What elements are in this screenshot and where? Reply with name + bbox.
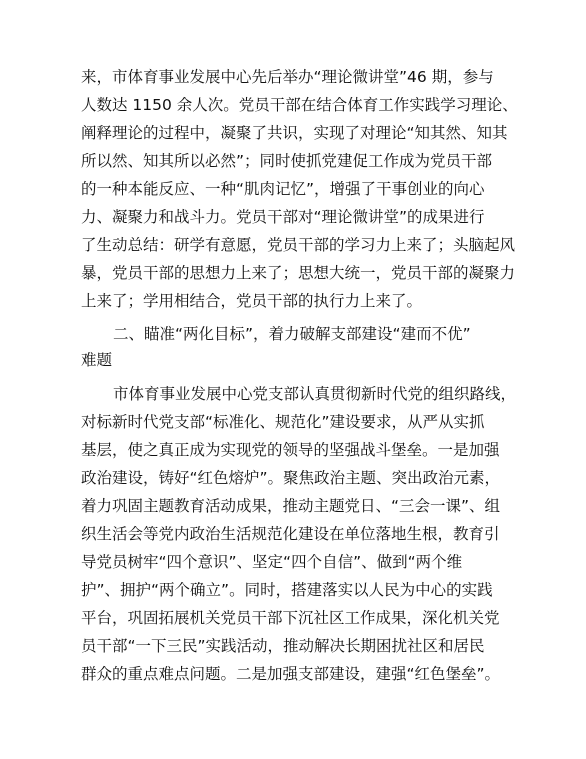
- paragraph-2-line-9: 平台，巩固拓展机关党员干部下沉社区工作成果，深化机关党: [81, 609, 500, 627]
- paragraph-1-line-9: 上来了；学用相结合，党员干部的执行力上来了。: [81, 292, 423, 310]
- paragraph-2-line-2: 对标新时代党支部“标准化、规范化”建设要求，从严从实抓: [81, 413, 485, 431]
- paragraph-2-line-6: 织生活会等党内政治生活规范化建设在单位落地生根，教育引: [81, 525, 500, 543]
- paragraph-2-line-10: 员干部“一下三民”实践活动，推动解决长期困扰社区和居民: [81, 637, 485, 655]
- paragraph-1-line-1: 来，市体育事业发展中心先后举办“理论微讲堂”46 期，参与: [81, 68, 494, 86]
- paragraph-1-line-3: 阐释理论的过程中，凝聚了共识，实现了对理论“知其然、知其: [81, 124, 508, 142]
- paragraph-1-line-7: 了生动总结：研学有意愿，党员干部的学习力上来了；头脑起风: [81, 236, 516, 254]
- paragraph-1-line-4: 所以然、知其所以必然”；同时使抓党建促工作成为党员干部: [81, 152, 493, 170]
- paragraph-2-line-3: 基层，使之真正成为实现党的领导的坚强战斗堡垒。一是加强: [81, 441, 500, 459]
- paragraph-2-line-5: 着力巩固主题教育活动成果，推动主题党日、“三会一课”、组: [81, 497, 501, 515]
- paragraph-2-line-1: 市体育事业发展中心党支部认真贯彻新时代党的组织路线，: [113, 385, 517, 403]
- paragraph-2-line-8: 护”、拥护“两个确立”。同时，搭建落实以人民为中心的实践: [81, 581, 493, 599]
- section-heading-line-1: 二、瞄准“两化目标”，着力破解支部建设“建而不优”: [113, 325, 471, 343]
- paragraph-2-line-4: 政治建设，铸好“红色熔炉”。聚焦政治主题、突出政治元素，: [81, 469, 501, 487]
- paragraph-1-line-2: 人数达 1150 余人次。党员干部在结合体育工作实践学习理论、: [81, 96, 518, 114]
- paragraph-1-line-6: 力、凝聚力和战斗力。党员干部对“理论微讲堂”的成果进行: [81, 208, 485, 226]
- paragraph-2-line-11: 群众的重点难点问题。二是加强支部建设，建强“红色堡垒”。: [81, 665, 501, 683]
- section-heading-line-2: 难题: [81, 351, 113, 369]
- paragraph-1-line-5: 的一种本能反应、一种“肌肉记忆”，增强了干事创业的向心: [81, 180, 485, 198]
- paragraph-2-line-7: 导党员树牢“四个意识”、坚定“四个自信”、做到“两个维: [81, 553, 463, 571]
- paragraph-1-line-8: 暴，党员干部的思想力上来了；思想大统一，党员干部的凝聚力: [81, 264, 516, 282]
